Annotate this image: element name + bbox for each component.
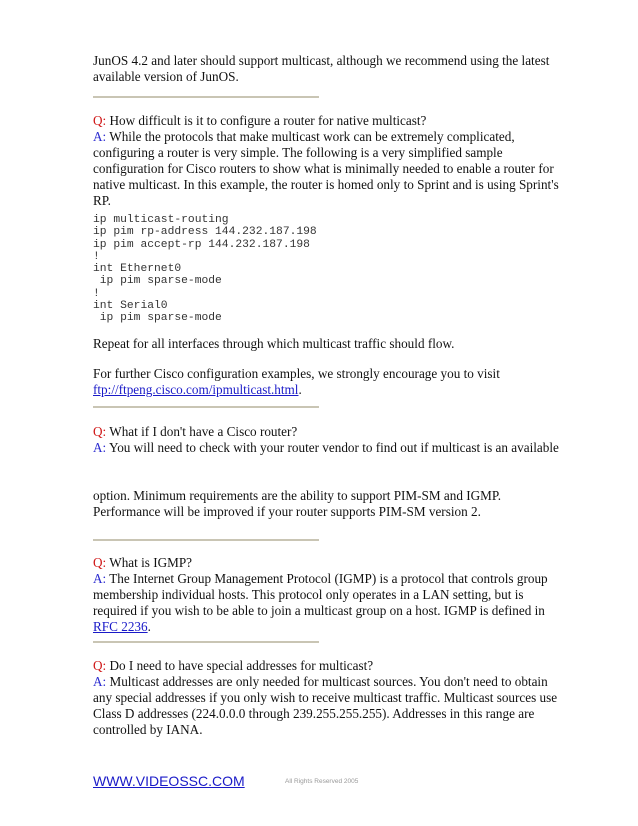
faq1-further-note: For further Cisco configuration examples, we strongly encourage you to visit <box>93 366 500 381</box>
faq2-answer-line-3: Performance will be improved if your router supports PIM-SM version 2. <box>93 504 481 519</box>
a-label: A: <box>93 440 107 455</box>
faq2-answer-line-2: option. Minimum requirements are the ability to support PIM-SM and IGMP. <box>93 488 502 503</box>
faq4-answer-line-2: any special addresses if you only wish to receive multicast traffic. Multicast sources use <box>93 690 558 705</box>
faq1-answer-text-1: While the protocols that make multicast work can be extremely complicated, <box>109 129 515 144</box>
faq3-answer-line-2: membership individual hosts. This protocol only operates in a LAN setting, but is <box>93 587 524 602</box>
footer-copyright: All Rights Reserved 2005 <box>285 778 359 785</box>
intro-line-1: JunOS 4.2 and later should support multicast, although we recommend using the latest <box>93 53 550 68</box>
cisco-ftp-link[interactable]: ftp://ftpeng.cisco.com/ipmulticast.html <box>93 382 299 397</box>
faq3-question <box>93 555 192 571</box>
faq2-question <box>93 424 297 440</box>
footer-site-link[interactable]: WWW.VIDEOSSC.COM <box>93 773 245 789</box>
faq3-link-line <box>93 619 151 635</box>
faq1-repeat-note: Repeat for all interfaces through which multicast traffic should flow. <box>93 336 455 351</box>
faq1-question-text: How difficult is it to configure a router for native multicast? <box>109 113 427 128</box>
q-label: Q: <box>93 424 107 439</box>
faq4-answer-text-1: Multicast addresses are only needed for multicast sources. You don't need to obtain <box>109 674 548 689</box>
faq4-answer-line-1 <box>93 674 548 690</box>
section-divider <box>93 641 319 643</box>
faq4-question <box>93 658 373 674</box>
faq1-answer-line-2: configuring a router is very simple. The following is a very simplified sample <box>93 145 503 160</box>
intro-line-2: available version of JunOS. <box>93 69 239 84</box>
faq2-answer-line-1 <box>93 440 559 456</box>
section-divider <box>93 96 319 98</box>
rfc-2236-link[interactable]: RFC 2236 <box>93 619 148 634</box>
cisco-config-code: ip multicast-routing ip pim rp-address 144.232.187.198 ip pim accept-rp 144.232.187.198 ! int Ethernet0 ip pim sparse-mode ! int Serial0 ip pim sparse-mode <box>93 214 317 325</box>
faq3-answer-text-1: The Internet Group Management Protocol (IGMP) is a protocol that controls group <box>109 571 548 586</box>
faq1-link-line <box>93 382 302 398</box>
q-label: Q: <box>93 555 107 570</box>
section-divider <box>93 539 319 541</box>
a-label: A: <box>93 129 107 144</box>
faq2-answer-text-1: You will need to check with your router vendor to find out if multicast is an available <box>109 440 559 455</box>
faq3-answer-line-3: required if you wish to be able to join a multicast group on a host. IGMP is defined in <box>93 603 545 618</box>
q-label: Q: <box>93 113 107 128</box>
faq1-question <box>93 113 426 129</box>
faq4-answer-line-3: Class D addresses (224.0.0.0 through 239.255.255.255). Addresses in this range are <box>93 706 535 721</box>
faq4-question-text: Do I need to have special addresses for multicast? <box>109 658 374 673</box>
faq1-answer-line-5: RP. <box>93 193 111 208</box>
faq3-answer-line-1 <box>93 571 548 587</box>
faq1-answer-line-1 <box>93 129 515 145</box>
faq1-answer-line-3: configuration for Cisco routers to show what is minimally needed to enable a router for <box>93 161 554 176</box>
section-divider <box>93 406 319 408</box>
q-label: Q: <box>93 658 107 673</box>
faq3-question-text: What is IGMP? <box>109 555 193 570</box>
faq1-answer-line-4: native multicast. In this example, the router is homed only to Sprint and is using Sprint's <box>93 177 559 192</box>
faq3-link-suffix: . <box>147 619 151 634</box>
a-label: A: <box>93 674 107 689</box>
faq1-link-suffix: . <box>298 382 302 397</box>
a-label: A: <box>93 571 107 586</box>
faq4-answer-line-4: controlled by IANA. <box>93 722 203 737</box>
faq2-question-text: What if I don't have a Cisco router? <box>109 424 298 439</box>
